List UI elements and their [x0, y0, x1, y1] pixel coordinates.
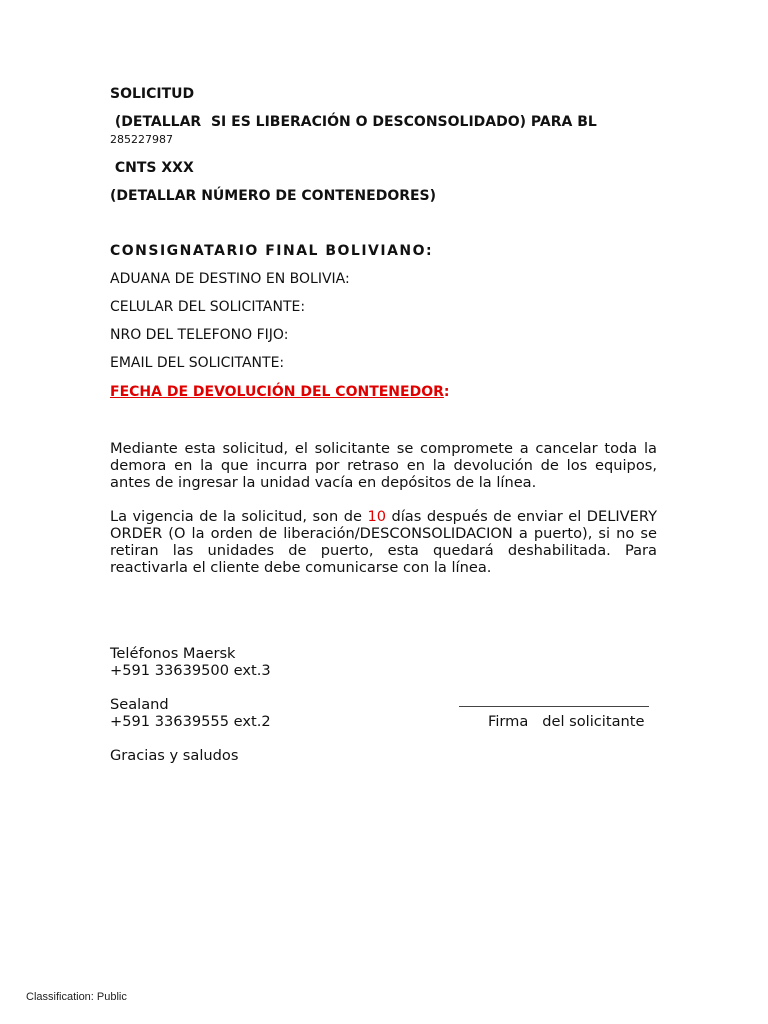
return-date-colon: :: [443, 384, 450, 400]
maersk-phone: +591 33639500 ext.3: [110, 662, 271, 679]
cnts-line: CNTS XXX: [110, 160, 194, 176]
cell-label: CELULAR DEL SOLICITANTE:: [110, 299, 306, 315]
validity-days: 10: [367, 508, 387, 525]
return-date-label: [110, 384, 450, 400]
validity-paragraph: [110, 508, 657, 576]
phone-label: NRO DEL TELEFONO FIJO:: [110, 327, 289, 343]
customs-label: ADUANA DE DESTINO EN BOLIVIA:: [110, 271, 350, 287]
consignee-label: CONSIGNATARIO FINAL BOLIVIANO:: [110, 243, 434, 259]
email-label: EMAIL DEL SOLICITANTE:: [110, 355, 285, 371]
signature-line: [459, 706, 649, 707]
sealand-label: Sealand: [110, 696, 169, 713]
closing-text: Gracias y saludos: [110, 747, 239, 764]
validity-text-start: La vigencia de la solicitud, son de: [110, 508, 368, 525]
return-date-text: FECHA DE DEVOLUCIÓN DEL CONTENEDOR: [110, 384, 444, 400]
sealand-phone: +591 33639555 ext.2: [110, 713, 271, 730]
document-title: SOLICITUD: [110, 86, 195, 102]
validity-text-end: días después de enviar el DELIVERY ORDER (O la orden de liberación/DESCONSOLIDACION a puerto), si no se retiran las unidades de puerto, esta quedará deshabilitada. Para reactivarla el cliente debe comunicarse con la línea.: [110, 508, 657, 576]
detail-line: (DETALLAR SI ES LIBERACIÓN O DESCONSOLIDADO) PARA BL: [110, 114, 597, 130]
maersk-label: Teléfonos Maersk: [110, 645, 236, 662]
commitment-paragraph: Mediante esta solicitud, el solicitante se compromete a cancelar toda la demora en la que incurra por retraso en la devolución de los equipos, antes de ingresar la unidad vacía en depósitos de la línea.: [110, 440, 657, 491]
containers-note: (DETALLAR NÚMERO DE CONTENEDORES): [110, 188, 437, 204]
bl-number: 285227987: [110, 133, 173, 146]
classification-label: Classification: Public: [26, 991, 127, 1003]
signature-label: Firma del solicitante: [488, 713, 645, 730]
